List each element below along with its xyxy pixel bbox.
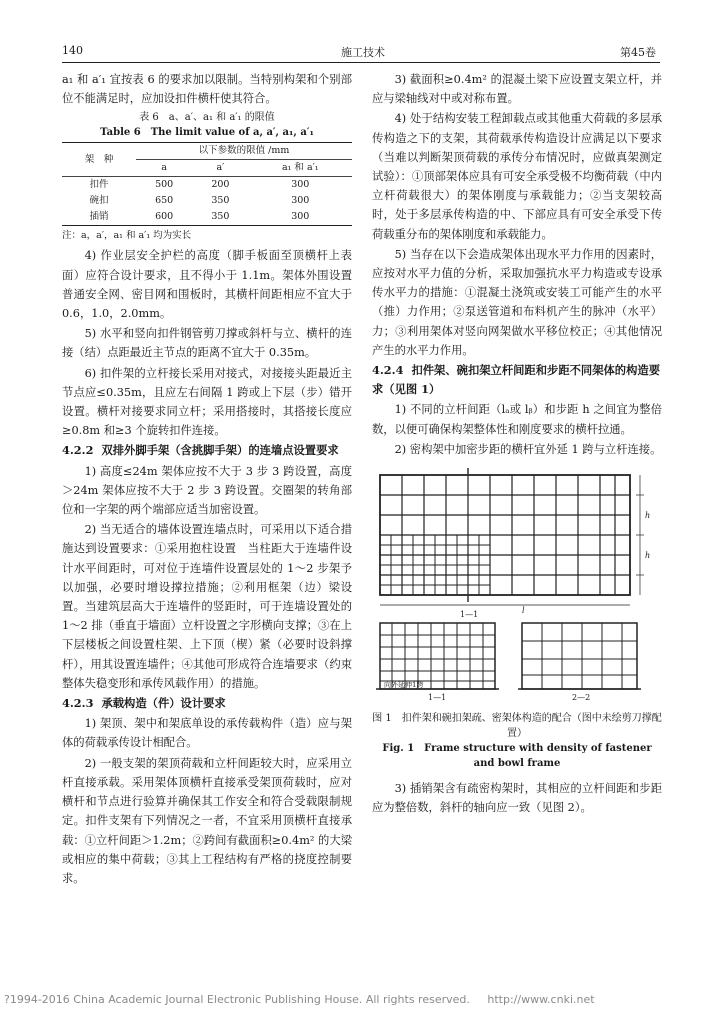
paragraph: 2) 密构架中加密步距的横杆宜外延 1 跨与立杆连接。 bbox=[394, 442, 662, 456]
frame-structure-diagram bbox=[372, 465, 662, 703]
paragraph: 3) 插销架含有疏密构架时，其相应的立杆间距和步距应为整倍数，斜杆的轴向应一致（见图 2）。 bbox=[372, 782, 662, 815]
page-number: 140 bbox=[62, 44, 83, 57]
section-a-members bbox=[380, 623, 495, 689]
page-footer bbox=[4, 993, 595, 1006]
paragraph: 5) 水平和竖向扣件钢管剪刀撑或斜杆与立、横杆的连接（结）点距最近主节点的距离不宜大于 0.35m。 bbox=[62, 327, 352, 360]
section-heading-4-2-2: 4.2.2 双排外脚手架（含挑脚手架）的连墙点设置要求 bbox=[62, 443, 339, 458]
table-row bbox=[62, 209, 352, 226]
table6-title-en: Table 6 The limit value of a, a′, a₁, a′₁ bbox=[100, 127, 314, 139]
table-row bbox=[62, 193, 352, 209]
paragraph: 3) 截面积≥0.4m² 的混凝土梁下应设置支架立杆，并应与梁轴线对中或对称布置。 bbox=[372, 73, 662, 106]
section-a-outline bbox=[380, 623, 495, 689]
journal-title: 施工技术 bbox=[341, 46, 385, 59]
right-column bbox=[372, 70, 662, 819]
table-cell: 600 bbox=[136, 209, 192, 226]
left-column bbox=[62, 70, 352, 889]
paragraph: 4) 处于结构安装工程卸载点或其他重大荷载的多层承传构造之下的支架，其荷载承传构造设计应满足以下要求（当难以判断架顶荷载的承传分布情况时，应做真架测定试验）：①顶部架体应具有可安全承受极不均衡荷载（中内立杆荷载很大）的架体刚度与承载能力；②当支架较高时，处于多层承传构造的中、下部应具有可安全承受下传荷载重分布的架体刚度和承载能力。 bbox=[372, 112, 662, 241]
paragraph: 2) 当无适合的墙体设置连墙点时，可采用以下适合措施达到设置要求：①采用抱柱设置 当柱距大于连墙件设计水平间距时，可对位于连墙件设置层处的 1～2 步架予以加强，必要时增设撑拉措施；②利用框架（边）梁设置。当建筑层高大于连墙件的竖距时，可于连墙设置处的 1～2 排（垂直于墙面）立杆设置之字形横向支撑；③在上下层楼板之间设置柱架、上下顶（楔）紧（必要时设斜撑杆），用其设置连墙件；④其他可形成符合连墙要求（约束整体失稳变形和承传风载作用）的措施。 bbox=[62, 523, 352, 690]
table-header-col: a bbox=[161, 162, 167, 174]
paragraph: 2) 一般支架的架顶荷载和立杆间距较大时，应采用立杆直接承载。采用架体顶横杆直接承受架顶荷载时，应对横杆和节点进行验算并确保其工作安全和符合受载限制规定。扣件支架有下列情况之一者，不宜采用顶横杆直接承载：①立杆间距＞1.2m；②跨间有截面积≥0.4m² 的大梁或相应的集中荷载；③其上工程结构有严格的挠度控制要求。 bbox=[62, 756, 352, 885]
paragraph: 4) 作业层安全护栏的高度（脚手板面至顶横杆上表面）应符合设计要求，且不得小于 1.1m。架体外围设置普通安全网、密目网和围板时，其横杆间距相应不宜大于 0.6，1.0，2.0mm。 bbox=[62, 249, 352, 321]
header-rule bbox=[62, 62, 660, 63]
dim-label-l: l bbox=[522, 606, 525, 616]
table-header-group: 以下参数的限值 /mm bbox=[136, 143, 352, 160]
table-header-col: a′ bbox=[216, 162, 225, 174]
plan-dense-block bbox=[380, 535, 490, 595]
table-cell: 碗扣 bbox=[89, 195, 109, 207]
paragraph: 1) 不同的立杆间距（lₐ或 lᵦ）和步距 h 之间宜为整倍数，以便可确保构架整体性和刚度要求的横杆拉通。 bbox=[372, 403, 662, 436]
section-label-a: 1—1 bbox=[428, 693, 447, 703]
dim-label-h: h bbox=[645, 511, 651, 521]
section-heading-4-2-4: 4.2.4 扣件架、碗扣架立杆间距和步距不同架体的构造要求（见图 1） bbox=[372, 363, 660, 397]
paragraph: 6) 扣件架的立杆接长采用对接式，对接接头距最近主节点应≤0.35m，且应左右间隔 1 跨或上下层（步）错开设置。横杆对接要求同立杆；采用搭接时，其搭接长度应≥0.8m 和≥3 个旋转扣件连接。 bbox=[62, 366, 352, 438]
table-cell: 300 bbox=[249, 177, 352, 194]
table-header-col: a₁ 和 a′₁ bbox=[281, 162, 319, 174]
table-cell: 500 bbox=[136, 177, 192, 194]
plan-bars bbox=[380, 495, 630, 575]
table6-title-cn: 表 6 a、a′、a₁ 和 a′₁ 的限值 bbox=[139, 112, 275, 124]
paragraph: 1) 高度≤24m 架体应按不大于 3 步 3 跨设置，高度＞24m 架体应按不大于 2 步 3 跨设置。交圈架的转角部位和一字架的两个端部应适当加密设置。 bbox=[62, 464, 352, 517]
figure1-caption-en: Fig. 1 Frame structure with density of fastener and bowl frame bbox=[382, 743, 652, 770]
section-b-members bbox=[522, 623, 637, 689]
paragraph: 5) 当存在以下会造成架体出现水平力作用的因素时，应按对水平力值的分析，采取加强抗水平力构造或专设承传水平力的措施：①混凝土浇筑或安装工可能产生的水平（推）力作用；②泵送管道和布料机产生的脉冲（水平）力；③利用架体对竖向网架做水平移位校正；④其他情况产生的水平力作用。 bbox=[372, 247, 662, 357]
section-label-plan: 1—1 bbox=[460, 610, 479, 620]
paragraph-intro: a₁ 和 a′₁ 宜按表 6 的要求加以限制。当特别构架和个别部位不能满足时，应加设扣件横杆使其符合。 bbox=[62, 73, 352, 106]
copyright-text: ?1994-2016 China Academic Journal Electronic Publishing House. All rights reserved. bbox=[4, 993, 470, 1006]
table-row bbox=[62, 177, 352, 194]
paragraph: 1) 架顶、架中和架底单设的承传载构件（造）应与架体的荷载承传设计相配合。 bbox=[62, 717, 352, 750]
table-cell: 插销 bbox=[62, 209, 136, 226]
table6-note: 注：a，a′，a₁ 和 a′₁ 均为实长 bbox=[62, 230, 192, 242]
figure-1 bbox=[372, 465, 662, 709]
section-b-outline bbox=[522, 623, 637, 689]
section-label-b: 2—2 bbox=[572, 693, 591, 703]
dim-label-h: h bbox=[645, 551, 651, 561]
table-cell: 300 bbox=[291, 195, 310, 207]
table-cell: 300 bbox=[249, 209, 352, 226]
table-cell: 200 bbox=[192, 177, 248, 194]
table6 bbox=[62, 142, 352, 226]
extend-note: 向外延伸1跨 bbox=[384, 681, 424, 690]
table-cell: 350 bbox=[192, 209, 248, 226]
table-header-type: 架 种 bbox=[62, 143, 136, 177]
table-cell: 扣件 bbox=[62, 177, 136, 194]
figure1-caption-cn: 图 1 扣件架和碗扣架疏、密架体构造的配合（图中未绘剪刀撑配置） bbox=[372, 713, 662, 740]
table-cell: 350 bbox=[211, 195, 230, 207]
cnki-link[interactable]: http://www.cnki.net bbox=[487, 993, 595, 1006]
table-cell: 650 bbox=[155, 195, 174, 207]
volume-label: 第45卷 bbox=[620, 46, 656, 59]
section-heading-4-2-3: 4.2.3 承载构造（件）设计要求 bbox=[62, 696, 226, 711]
